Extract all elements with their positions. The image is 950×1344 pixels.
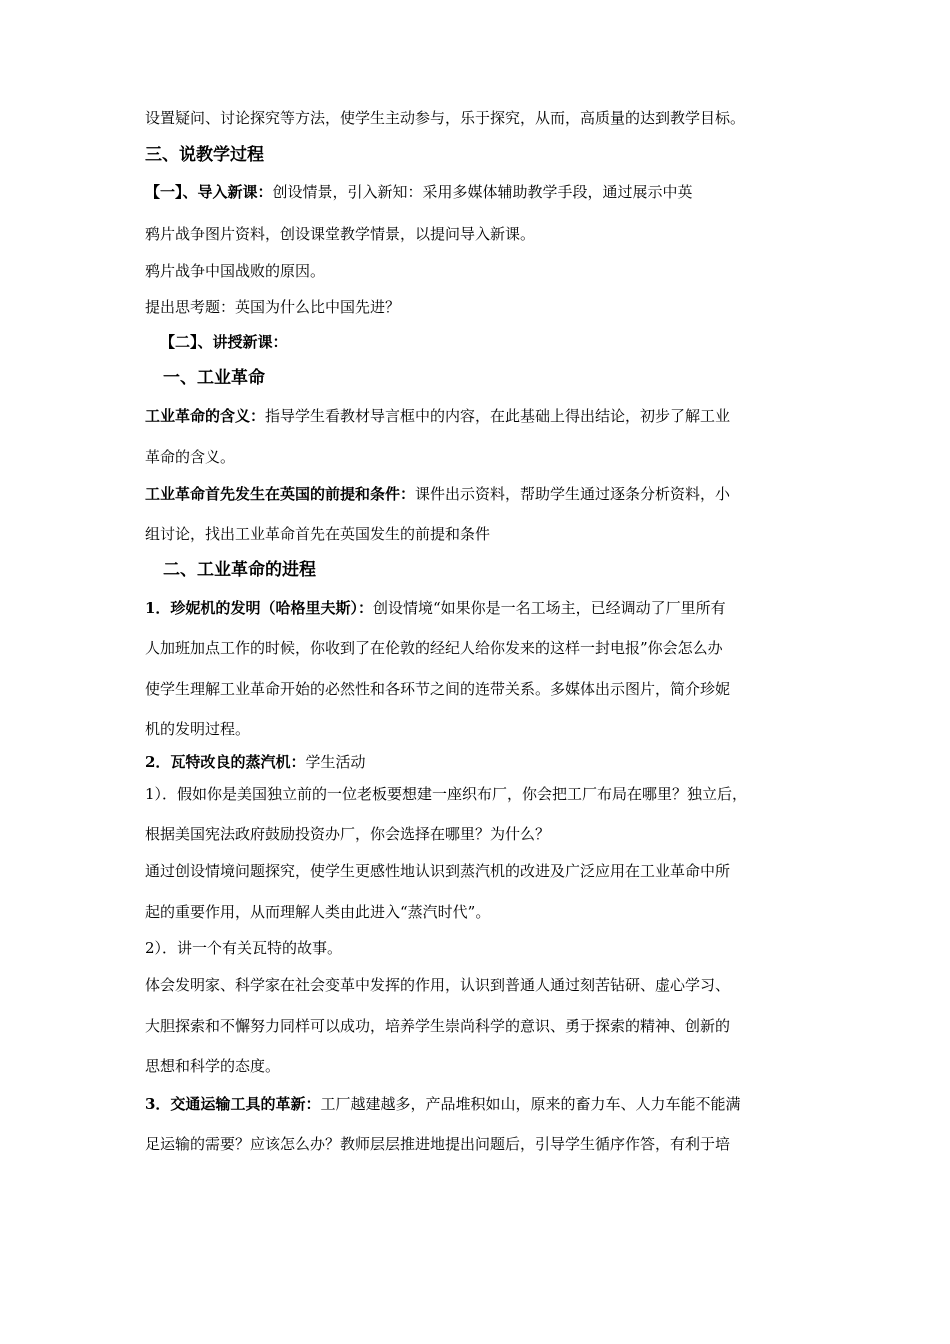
bold-run: 工业革命首先发生在英国的前提和条件： xyxy=(145,485,416,503)
paragraph-line: 体会发明家、科学家在社会变革中发挥的作用，认识到普通人通过刻苦钻研、虚心学习、 xyxy=(145,976,731,994)
paragraph-line: 大胆探索和不懈努力同样可以成功，培养学生崇尚科学的意识、勇于探索的精神、创新的 xyxy=(145,1017,731,1035)
paragraph-line: 3．交通运输工具的革新：工厂越建越多，产品堆积如山，原来的畜力车、人力车能不能满 xyxy=(145,1095,741,1113)
section-heading: 一、工业革命 xyxy=(163,368,265,388)
paragraph-line: 革命的含义。 xyxy=(145,448,236,466)
paragraph-line: 使学生理解工业革命开始的必然性和各环节之间的连带关系。多媒体出示图片，简介珍妮 xyxy=(145,680,731,698)
bold-run: 2．瓦特改良的蒸汽机： xyxy=(145,753,306,771)
paragraph-line: 2．瓦特改良的蒸汽机：学生活动 xyxy=(145,753,366,771)
paragraph-line: 鸦片战争中国战败的原因。 xyxy=(145,262,326,280)
paragraph-line: 思想和科学的态度。 xyxy=(145,1057,281,1075)
paragraph-line: 通过创设情境问题探究，使学生更感性地认识到蒸汽机的改进及广泛应用在工业革命中所 xyxy=(145,862,731,880)
paragraph-line: 1）．假如你是美国独立前的一位老板要想建一座织布厂，你会把工厂布局在哪里？独立后， xyxy=(145,785,748,803)
paragraph-line: 工业革命的含义：指导学生看教材导言框中的内容，在此基础上得出结论，初步了解工业 xyxy=(145,407,731,425)
paragraph-line: 2）．讲一个有关瓦特的故事。 xyxy=(145,939,343,957)
bold-run: 【一】、导入新课： xyxy=(145,183,273,201)
bold-run: 【二】、讲授新课： xyxy=(160,333,288,351)
paragraph-line: 提出思考题：英国为什么比中国先进？ xyxy=(145,298,401,316)
section-heading xyxy=(160,332,840,352)
bold-run: 3．交通运输工具的革新： xyxy=(145,1095,321,1113)
paragraph-line: 鸦片战争图片资料，创设课堂教学情景，以提问导入新课。 xyxy=(145,225,536,243)
paragraph-line: 【一】、导入新课：创设情景，引入新知：采用多媒体辅助教学手段，通过展示中英 xyxy=(145,183,693,201)
paragraph-line: 人加班加点工作的时候，你收到了在伦敦的经纪人给你发来的这样一封电报”你会怎么办 xyxy=(145,639,723,657)
bold-run: 工业革命的含义： xyxy=(145,407,266,425)
bold-run: 1．珍妮机的发明（哈格里夫斯）： xyxy=(145,599,373,617)
paragraph-line: 1．珍妮机的发明（哈格里夫斯）：创设情境“如果你是一名工场主，已经调动了厂里所有 xyxy=(145,599,726,617)
paragraph-line: 组讨论，找出工业革命首先在英国发生的前提和条件 xyxy=(145,525,491,543)
section-heading: 二、工业革命的进程 xyxy=(163,560,316,580)
paragraph-line: 足运输的需要？应该怎么办？教师层层推进地提出问题后，引导学生循序作答，有利于培 xyxy=(145,1135,731,1153)
paragraph-line: 设置疑问、讨论探究等方法，使学生主动参与，乐于探究，从而，高质量的达到教学目标。 xyxy=(145,109,746,127)
paragraph-line: 工业革命首先发生在英国的前提和条件：课件出示资料，帮助学生通过逐条分析资料，小 xyxy=(145,485,731,503)
paragraph-line: 根据美国宪法政府鼓励投资办厂，你会选择在哪里？为什么？ xyxy=(145,825,551,843)
section-heading: 三、说教学过程 xyxy=(145,145,264,165)
paragraph-line: 机的发明过程。 xyxy=(145,720,251,738)
paragraph-line: 起的重要作用，从而理解人类由此进入“蒸汽时代”。 xyxy=(145,903,491,921)
